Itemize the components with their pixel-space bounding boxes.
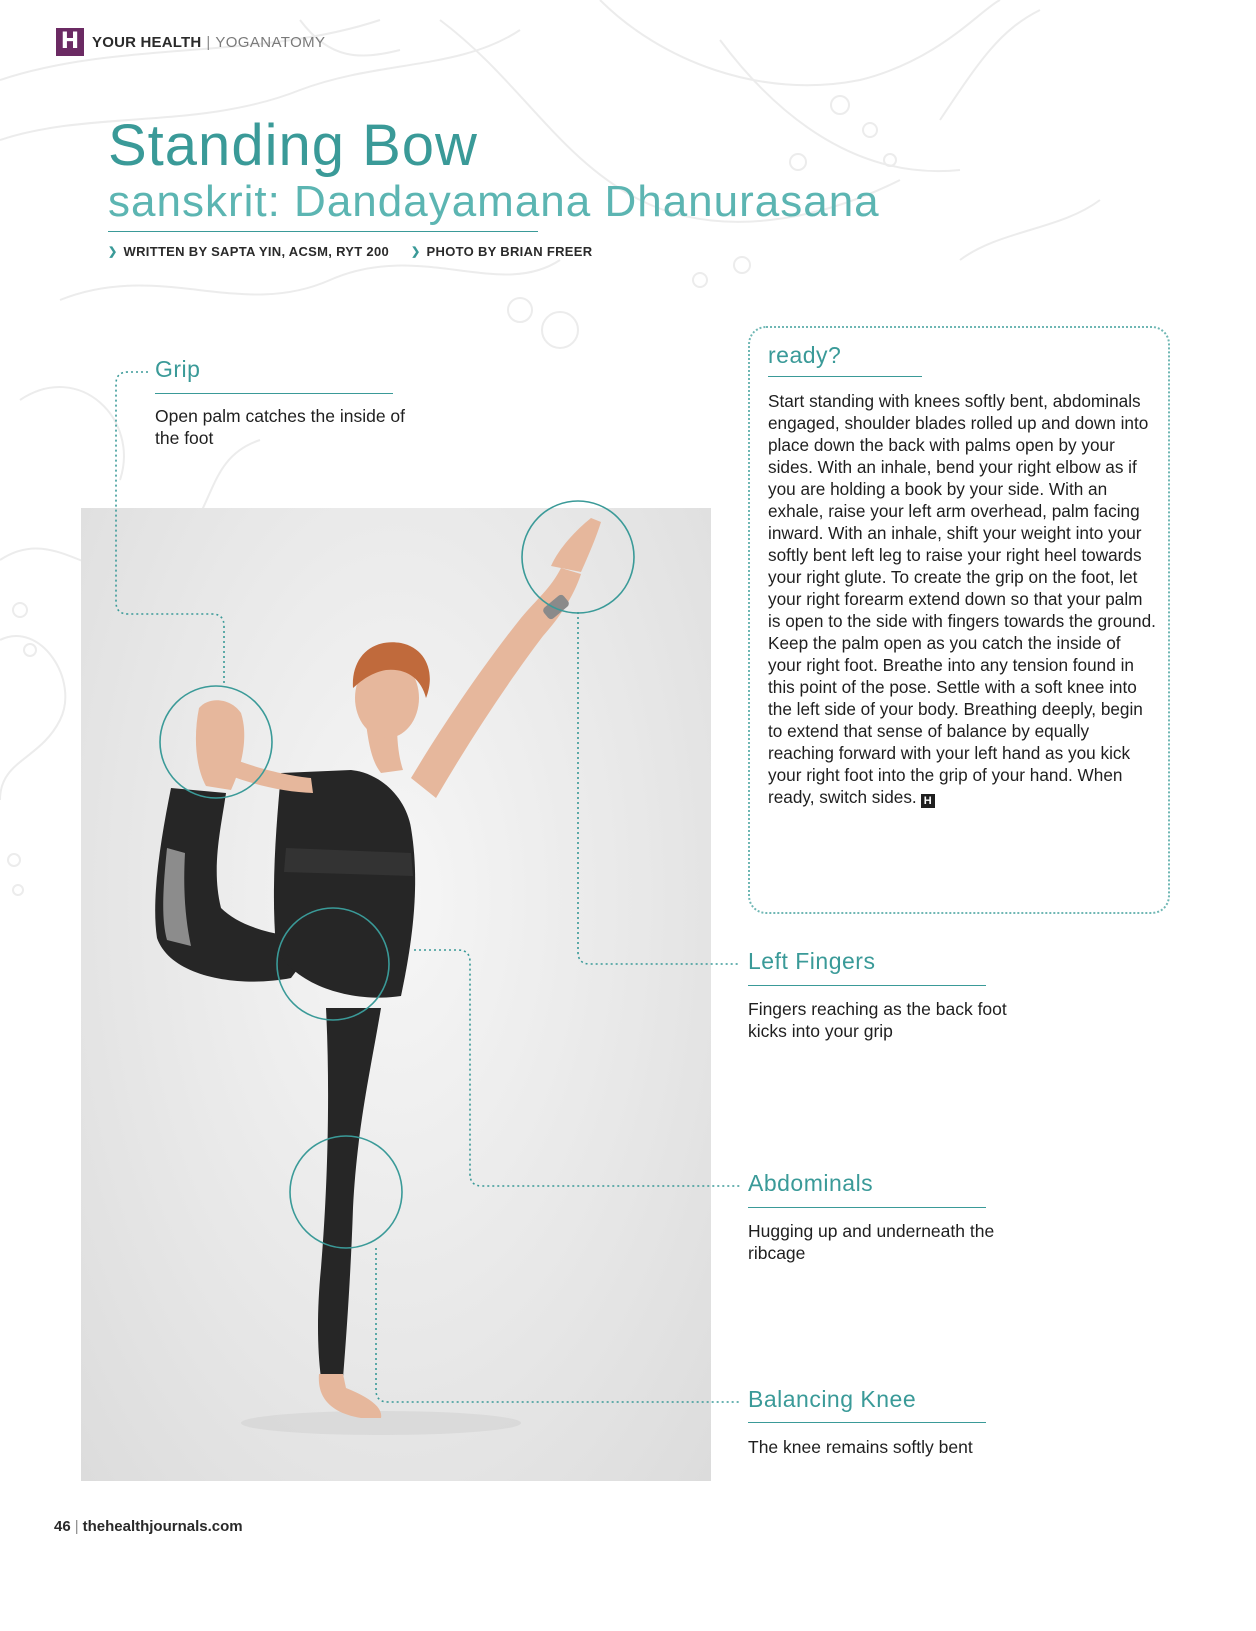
yoga-pose-photo	[81, 508, 711, 1481]
ready-title-rule	[768, 376, 922, 377]
article-subtitle: sanskrit: Dandayamana Dhanurasana	[108, 177, 880, 226]
ready-title: ready?	[768, 342, 842, 368]
title-underline	[108, 231, 538, 232]
section-header	[56, 28, 325, 56]
article-title: Standing Bow	[108, 113, 478, 178]
magazine-logo: H	[56, 28, 84, 56]
writer-credit-text: WRITTEN BY SAPTA YIN, ACSM, RYT 200	[123, 244, 390, 259]
left-fingers-callout-text: Fingers reaching as the back foot kicks into your grip	[748, 999, 1007, 1041]
page-number: 46	[54, 1518, 71, 1535]
end-mark-icon: H	[921, 794, 935, 808]
left-fingers-callout-title: Left Fingers	[748, 948, 876, 974]
balancing-knee-callout-rule	[748, 1422, 986, 1423]
balancing-knee-callout-title: Balancing Knee	[748, 1386, 917, 1412]
balancing-knee-callout-text: The knee remains softly bent	[748, 1437, 973, 1457]
footer-divider: |	[74, 1518, 79, 1535]
writer-credit	[108, 244, 389, 259]
subsection-label: YOGANATOMY	[215, 33, 326, 51]
grip-callout-rule	[155, 393, 393, 394]
photographer-credit	[411, 244, 592, 259]
website-url: thehealthjournals.com	[82, 1518, 243, 1535]
grip-callout-title: Grip	[155, 356, 201, 382]
left-fingers-callout-rule	[748, 985, 986, 986]
grip-callout-text: Open palm catches the inside of the foot	[155, 406, 406, 448]
abdominals-callout-title: Abdominals	[748, 1170, 874, 1196]
page-footer	[54, 1518, 243, 1535]
byline	[108, 244, 592, 259]
ready-body	[768, 390, 1158, 808]
chevron-right-icon: ❯	[108, 246, 118, 258]
abdominals-callout-text: Hugging up and underneath the ribcage	[748, 1221, 995, 1263]
standing-bow-figure	[81, 508, 711, 1481]
section-label: YOUR HEALTH	[92, 33, 202, 51]
ready-body-text: Start standing with knees softly bent, abdominals engaged, shoulder blades rolled up and down into place down the back with palms open by your sides. With an inhale, bend your right elbow as if you are holding a book by your side. With an exhale, raise your left arm overhead, palm facing inward. With an inhale, shift your weight into your softly bent left leg to raise your right heel towards your right glute. To create the grip on the foot, let your right forearm extend down so that your palm is open to the side with fingers towards the ground. Keep the palm open as you catch the inside of your right foot. Breathe into any tension found in this point of the pose. Settle with a soft knee into the left side of your body. Breathing deeply, begin to extend that sense of balance by equally reaching forward with your left hand as you kick your right foot into the grip of your hand. When ready, switch sides.	[768, 391, 1156, 807]
abdominals-callout-rule	[748, 1207, 986, 1208]
header-divider: |	[206, 33, 211, 51]
photographer-credit-text: PHOTO BY BRIAN FREER	[426, 244, 593, 259]
chevron-right-icon: ❯	[411, 246, 421, 258]
